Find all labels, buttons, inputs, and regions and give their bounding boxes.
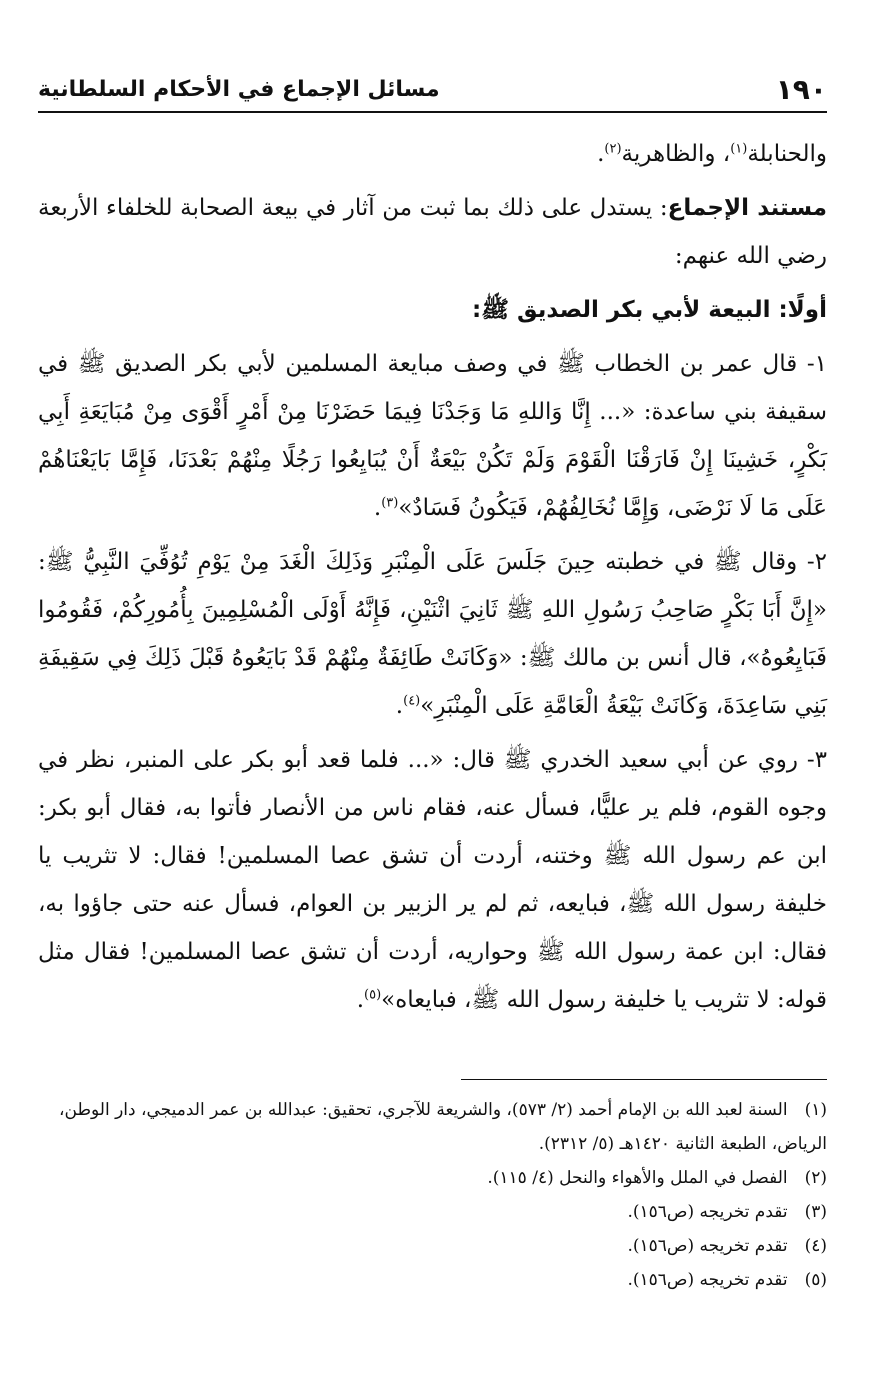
paragraph-2-text: ٢- وقال ﷺ في خطبته حِينَ جَلَسَ عَلَى الْمِنْبَرِ وَذَلِكَ الْغَدَ مِنْ يَوْمِ تُوُفِّيَ النَّبِيُّ ﷺ: «إِنَّ أَبَا بَكْرٍ صَاحِبُ رَسُولِ اللهِ ﷺ ثَانِيَ اثْنَيْنِ، فَإِنَّهُ أَوْلَى الْمُسْلِمِينَ بِأُمُورِكُمْ، فَقُومُوا فَبَايِعُوهُ»، قال أنس بن مالك ﷺ: «وَكَانَتْ طَائِفَةٌ مِنْهُمْ قَدْ بَايَعُوهُ قَبْلَ ذَلِكَ فِي سَقِيفَةِ بَنِي سَاعِدَةَ، وَكَانَتْ بَيْعَةُ الْعَامَّةِ عَلَى الْمِنْبَرِ» <box>38 549 827 719</box>
evidence-text: : يستدل على ذلك بما ثبت من آثار في بيعة الصحابة للخلفاء الأربعة رضي الله عنهم: <box>38 195 827 269</box>
continuation-text-2: ، والظاهرية <box>621 141 731 167</box>
footnote-text: الفصل في الملل والأهواء والنحل (٤/ ١١٥). <box>487 1168 788 1188</box>
footnote-item <box>38 1161 827 1195</box>
footnote-ref-3: (٣) <box>381 495 399 511</box>
running-head <box>38 62 827 110</box>
footnote-item <box>38 1229 827 1263</box>
footnote-number: (٣) <box>804 1202 827 1222</box>
footnote-ref-2: (٢) <box>604 141 622 157</box>
continuation-end: . <box>597 141 605 167</box>
paragraph-3 <box>38 736 827 1024</box>
footnote-ref-5: (٥) <box>364 987 382 1003</box>
continuation-text: والحنابلة <box>747 141 827 167</box>
footnote-item <box>38 1195 827 1229</box>
paragraph-1-text: ١- قال عمر بن الخطاب ﷺ في وصف مبايعة المسلمين لأبي بكر الصديق ﷺ في سقيفة بني ساعدة: «... إِنَّا وَاللهِ مَا وَجَدْنَا فِيمَا حَضَرْنَا مِنْ أَمْرٍ أَقْوَى مِنْ مُبَايَعَةِ أَبِي بَكْرٍ، خَشِينَا إِنْ فَارَقْنَا الْقَوْمَ وَلَمْ تَكُنْ بَيْعَةٌ أَنْ يُبَايِعُوا رَجُلًا مِنْهُمْ بَعْدَنَا، فَإِمَّا بَايَعْنَاهُمْ عَلَى مَا لَا نَرْضَى، وَإِمَّا نُخَالِفُهُمْ، فَيَكُونُ فَسَادٌ» <box>38 351 827 521</box>
footnote-number: (٥) <box>804 1270 827 1290</box>
paragraph-evidence <box>38 184 827 280</box>
page-number: ١٩٠ <box>775 73 827 106</box>
paragraph-2-end: . <box>395 693 404 719</box>
evidence-lead: مستند الإجماع <box>667 195 827 221</box>
paragraph-1-end: . <box>373 495 382 521</box>
paragraph-continuation <box>38 130 827 178</box>
main-text <box>38 130 827 1030</box>
paragraph-1 <box>38 340 827 532</box>
footnotes <box>38 1093 827 1297</box>
footnote-text: تقدم تخريجه (ص١٥٦). <box>627 1236 788 1256</box>
footnote-number: (٤) <box>804 1236 827 1256</box>
paragraph-2 <box>38 538 827 730</box>
footnote-number: (١) <box>804 1100 827 1120</box>
paragraph-3-end: . <box>356 987 365 1013</box>
footnote-number: (٢) <box>804 1168 827 1188</box>
running-title: مسائل الإجماع في الأحكام السلطانية <box>38 77 440 102</box>
footnote-rule <box>461 1079 827 1080</box>
section-heading: أولًا: البيعة لأبي بكر الصديق ﷺ: <box>472 297 827 323</box>
footnote-text: تقدم تخريجه (ص١٥٦). <box>627 1270 788 1290</box>
header-rule <box>38 111 827 113</box>
footnote-item <box>38 1093 827 1161</box>
footnote-text: تقدم تخريجه (ص١٥٦). <box>627 1202 788 1222</box>
paragraph-3-text: ٣- روي عن أبي سعيد الخدري ﷺ قال: «... فلما قعد أبو بكر على المنبر، نظر في وجوه القوم، فلم ير عليًّا، فسأل عنه، فقام ناس من الأنصار فأتوا به، فقال أبو بكر: ابن عم رسول الله ﷺ وختنه، أردت أن تشق عصا المسلمين! فقال: لا تثريب يا خليفة رسول الله ﷺ، فبايعه، ثم لم ير الزبير بن العوام، فسأل عنه حتى جاؤوا به، فقال: ابن عمة رسول الله ﷺ وحواريه، أردت أن تشق عصا المسلمين! فقال مثل قوله: لا تثريب يا خليفة رسول الله ﷺ، فبايعاه» <box>38 747 827 1013</box>
footnote-ref-1: (١) <box>730 141 748 157</box>
footnote-item <box>38 1263 827 1297</box>
footnote-ref-4: (٤) <box>403 693 421 709</box>
footnote-text: السنة لعبد الله بن الإمام أحمد (٢/ ٥٧٣)، والشريعة للآجري، تحقيق: عبدالله بن عمر الدميجي، دار الوطن، الرياض، الطبعة الثانية ١٤٢٠هـ (٥/ ٢٣١٢). <box>59 1100 827 1154</box>
